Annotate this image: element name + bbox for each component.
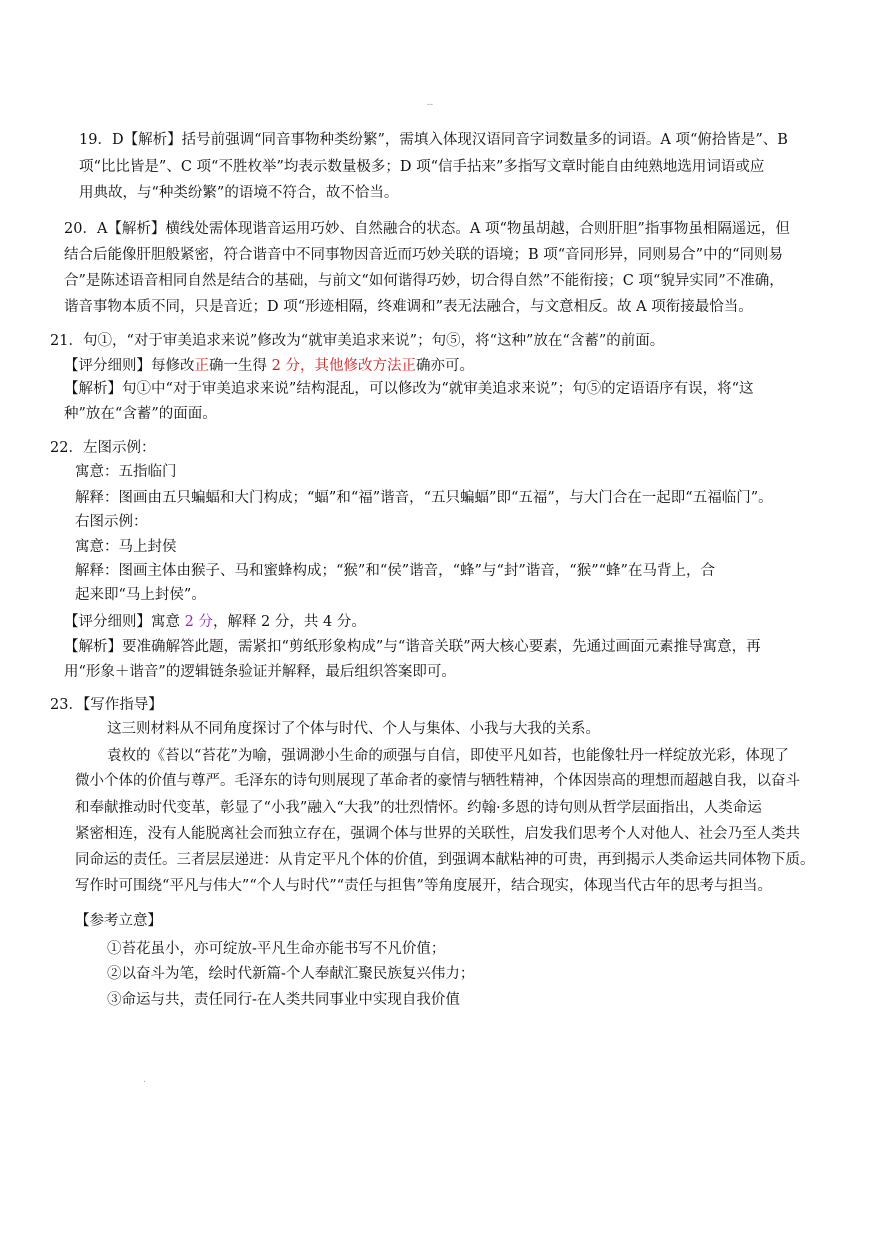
scoring-text: 确亦可。 [415, 358, 474, 374]
q22-scoring [64, 612, 366, 632]
q20-line: 谐音事物本质不同，只是音近；D 项“形迹相隔，终难调和”表无法融合，与文意相反。故 A 项衔接最恰当。 [64, 299, 753, 315]
q22-analysis-line: 【解析】要准确解答此题，需紧扣“剪纸形象构成”与“谐音关联”两大核心要素，先通过画面元素推导寓意，再 [64, 639, 761, 655]
q22-line: 解释：图画主体由猴子、马和蜜蜂构成；“猴”和“侯”谐音，“蜂”与“封”谐音，“猴”“蜂”在马背上，合 [75, 563, 715, 579]
q23-ref-heading: 【参考立意】 [75, 913, 162, 929]
q21-answer: 21．句①，“对于审美追求来说”修改为“就审美追求来说”；句⑤，将“这种”放在“含蓄”的前面。 [50, 333, 665, 349]
q22-line: 寓意：马上封侯 [75, 539, 177, 555]
q19-line: 19．D【解析】括号前强调“同音事物种类纷繁”，需填入体现汉语同音字词数量多的词语。A 项“俯拾皆是”、B [79, 132, 788, 148]
q21-scoring [64, 356, 474, 376]
footer-mark: . [143, 1075, 146, 1085]
q22-line: 解释：图画由五只蝙蝠和大门构成；“蝠”和“福”谐音，“五只蝙蝠”即“五福”，与大门合在一起即“五福临门”。 [75, 490, 773, 506]
q23-paragraph-line: 写作时可围绕“平凡与伟大”“个人与时代”“责任与担售”等角度展开，结合现实，体现当代古年的思考与担当。 [75, 878, 772, 894]
scoring-text: 确一生得 [209, 358, 272, 374]
q23-ref-item: ②以奋斗为笔，绘时代新篇-个人奉献汇聚民族复兴伟力； [107, 966, 475, 982]
q23-paragraph-line: 紧密相连，没有人能脱离社会而独立存在，强调个体与世界的关联性，启发我们思考个人对他人、社会乃至人类共 [75, 826, 800, 842]
q22-line: 22．左图示例： [50, 440, 156, 456]
q20-line: 20．A【解析】横线处需体现谐音运用巧妙、自然融合的状态。A 项“物虽胡越，合则肝胆”指事物虽相隔遥远，但 [64, 221, 790, 237]
q22-line: 右图示例： [75, 514, 148, 530]
q22-line: 寓意：五指临门 [75, 464, 177, 480]
scoring-highlight: 2 分 [184, 614, 213, 630]
q23-paragraph-line: 微小个体的价值与尊严。毛泽东的诗句则展现了革命者的豪情与牺牲精神，个体因崇高的理想而超越自我，以奋斗 [75, 773, 800, 789]
q23-paragraph-line: 同命运的责任。三者层层递进：从肯定平凡个体的价值，到强调本献粘神的可贵，再到揭示人类命运共同体物下质。 [75, 852, 815, 868]
q19-line: 项“比比皆是”、C 项“不胜枚举”均表示数量极多；D 项“信手拈来”多指写文章时能自由纯熟地选用词语或应 [79, 159, 765, 175]
page-mark: -- [427, 100, 434, 110]
scoring-text: ，解释 2 分，共 4 分。 [212, 614, 366, 630]
q21-analysis-line: 种”放在“含蓄”的面面。 [64, 406, 217, 422]
q21-analysis-line: 【解析】句①中“对于审美追求来说”结构混乱，可以修改为“就审美追求来说”；句⑤的定语语序有误，将“这 [64, 381, 754, 397]
q23-ref-item: ①苔花虽小，亦可绽放-平凡生命亦能书写不凡价值； [107, 941, 446, 957]
q20-line: 合”是陈述语音相同自然是结合的基础，与前文“如何谐得巧妙，切合得自然”不能衔接；C 项“貌异实同”不准确， [64, 273, 784, 289]
q23-paragraph-line: 袁枚的《苔以“苔花”为喻，强调渺小生命的顽强与自信，即使平凡如苔，也能像牡丹一样绽放光彩，体现了 [107, 748, 789, 764]
q23-paragraph: 这三则材料从不同角度探讨了个体与时代、个人与集体、小我与大我的关系。 [107, 721, 600, 737]
scoring-highlight: 2 分，其他修改方法正 [271, 358, 416, 374]
q20-line: 结合后能像肝胆般紧密，符合谐音中不同事物因音近而巧妙关联的语境；B 项“音同形异，同则易合”中的“同则易 [64, 247, 783, 263]
q23-paragraph-line: 和奉献推动时代变革，彰显了“小我”融入“大我”的壮烈情怀。约翰·多恩的诗句则从哲学层面指出，人类命运 [75, 800, 762, 816]
scoring-text: 【评分细则】寓意 [64, 614, 185, 630]
q19-line: 用典故，与“种类纷繁”的语境不符合，故不恰当。 [79, 185, 399, 201]
q22-analysis-line: 用“形象＋谐音”的逻辑链条验证并解释，最后组织答案即可。 [64, 664, 456, 680]
q22-line: 起来即“马上封侯”。 [75, 587, 206, 603]
q23-heading: 23．【写作指导】 [50, 697, 163, 713]
scoring-text: 【评分细则】每修改 [64, 358, 195, 374]
scoring-highlight: 正 [194, 358, 209, 374]
q23-ref-item: ③命运与共，责任同行-在人类共同事业中实现自我价值 [107, 992, 460, 1008]
